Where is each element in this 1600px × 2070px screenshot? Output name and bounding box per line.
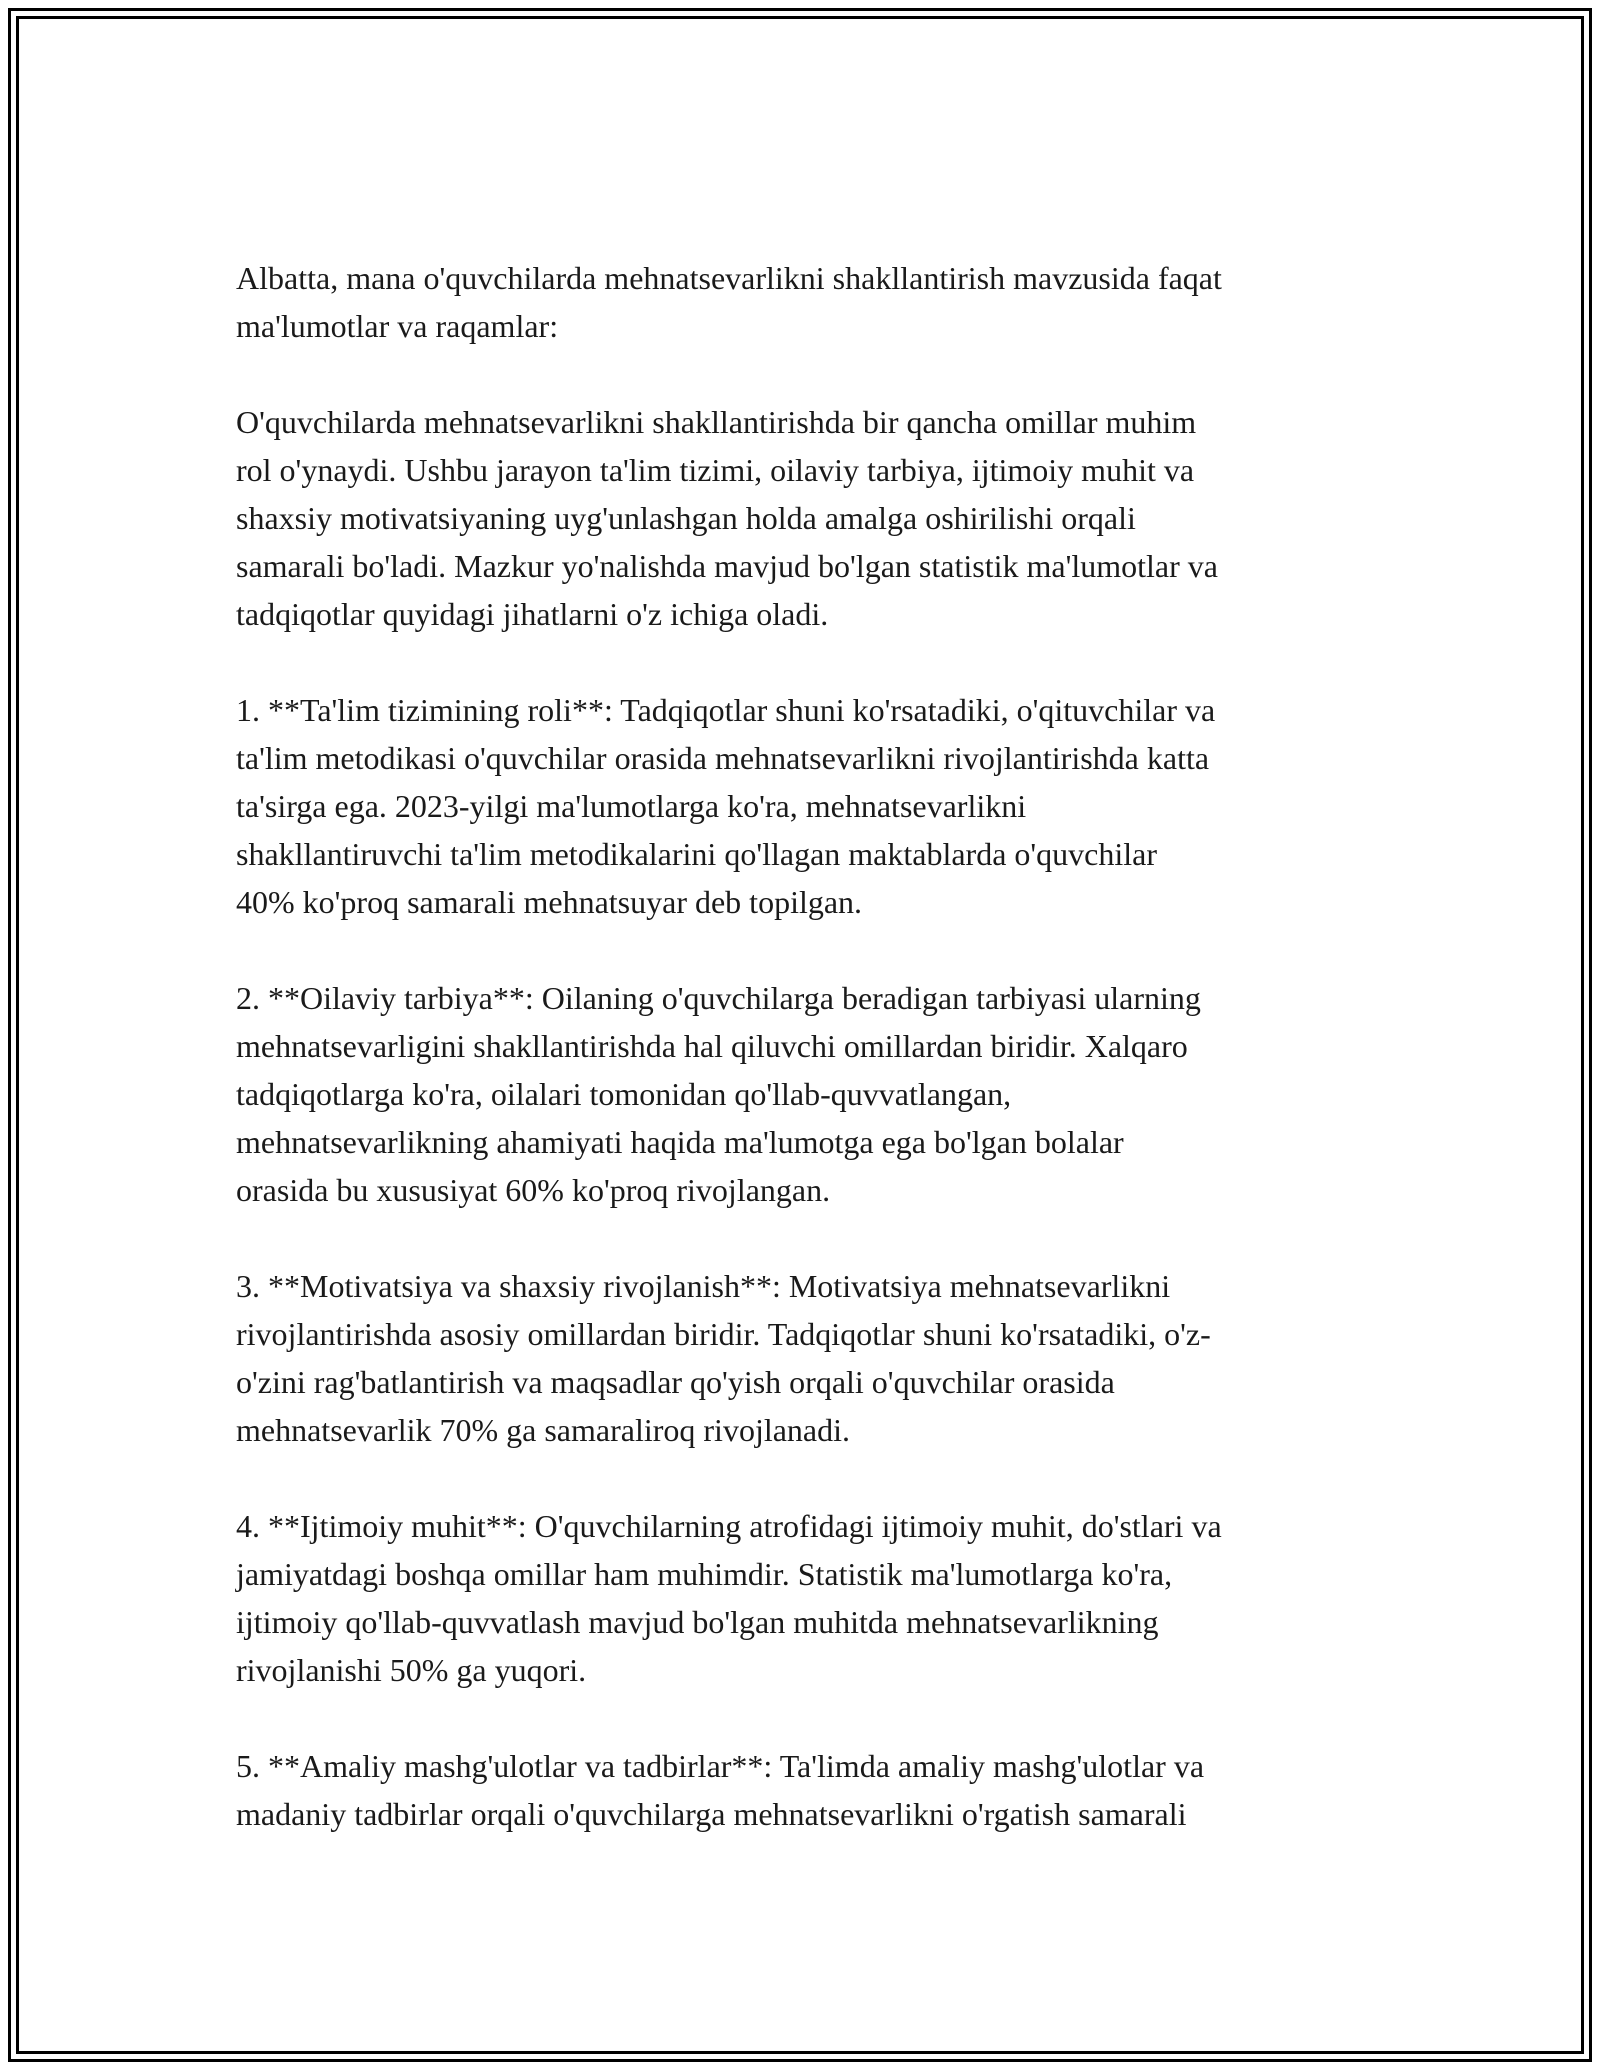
- overview-paragraph: O'quvchilarda mehnatsevarlikni shakllantirishda bir qancha omillar muhim rol o'ynaydi. Ushbu jarayon ta'lim tizimi, oilaviy tarbiya, ijtimoiy muhit va shaxsiy motivatsiyaning uyg'unlashgan holda amalga oshirilishi orqali samarali bo'ladi. Mazkur yo'nalishda mavjud bo'lgan statistik ma'lumotlar va tadqiqotlar quyidagi jihatlarni o'z ichiga oladi.: [236, 404, 1218, 632]
- intro-paragraph: Albatta, mana o'quvchilarda mehnatsevarlikni shakllantirish mavzusida faqat ma'lumotlar va raqamlar:: [236, 260, 1222, 344]
- list-item-social-environment: 4. **Ijtimoiy muhit**: O'quvchilarning atrofidagi ijtimoiy muhit, do'stlari va jamiyatdagi boshqa omillar ham muhimdir. Statistik ma'lumotlarga ko'ra, ijtimoiy qo'llab-quvvatlash mavjud bo'lgan muhitda mehnatsevarlikning rivojlanishi 50% ga yuqori.: [236, 1508, 1222, 1688]
- list-item-family-upbringing: 2. **Oilaviy tarbiya**: Oilaning o'quvchilarga beradigan tarbiyasi ularning mehnatsevarligini shakllantirishda hal qiluvchi omillardan biridir. Xalqaro tadqiqotlarga ko'ra, oilalari tomonidan qo'llab-quvvatlangan, mehnatsevarlikning ahamiyati haqida ma'lumotga ega bo'lgan bolalar orasida bu xususiyat 60% ko'proq rivojlangan.: [236, 980, 1201, 1208]
- document-body: [236, 254, 1364, 1886]
- list-item-motivation: 3. **Motivatsiya va shaxsiy rivojlanish**: Motivatsiya mehnatsevarlikni rivojlantirishda asosiy omillardan biridir. Tadqiqotlar shuni ko'rsatadiki, o'z- o'zini rag'batlantirish va maqsadlar qo'yish orqali o'quvchilar orasida mehnatsevarlik 70% ga samaraliroq rivojlanadi.: [236, 1268, 1211, 1448]
- list-item-practical-activities: 5. **Amaliy mashg'ulotlar va tadbirlar**: Ta'limda amaliy mashg'ulotlar va madaniy tadbirlar orqali o'quvchilarga mehnatsevarlikni o'rgatish samarali: [236, 1748, 1205, 1832]
- list-item-education-system: 1. **Ta'lim tizimining roli**: Tadqiqotlar shuni ko'rsatadiki, o'qituvchilar va ta'lim metodikasi o'quvchilar orasida mehnatsevarlikni rivojlantirishda katta ta'sirga ega. 2023-yilgi ma'lumotlarga ko'ra, mehnatsevarlikni shakllantiruvchi ta'lim metodikalarini qo'llagan maktablarda o'quvchilar 40% ko'proq samarali mehnatsuyar deb topilgan.: [236, 692, 1216, 920]
